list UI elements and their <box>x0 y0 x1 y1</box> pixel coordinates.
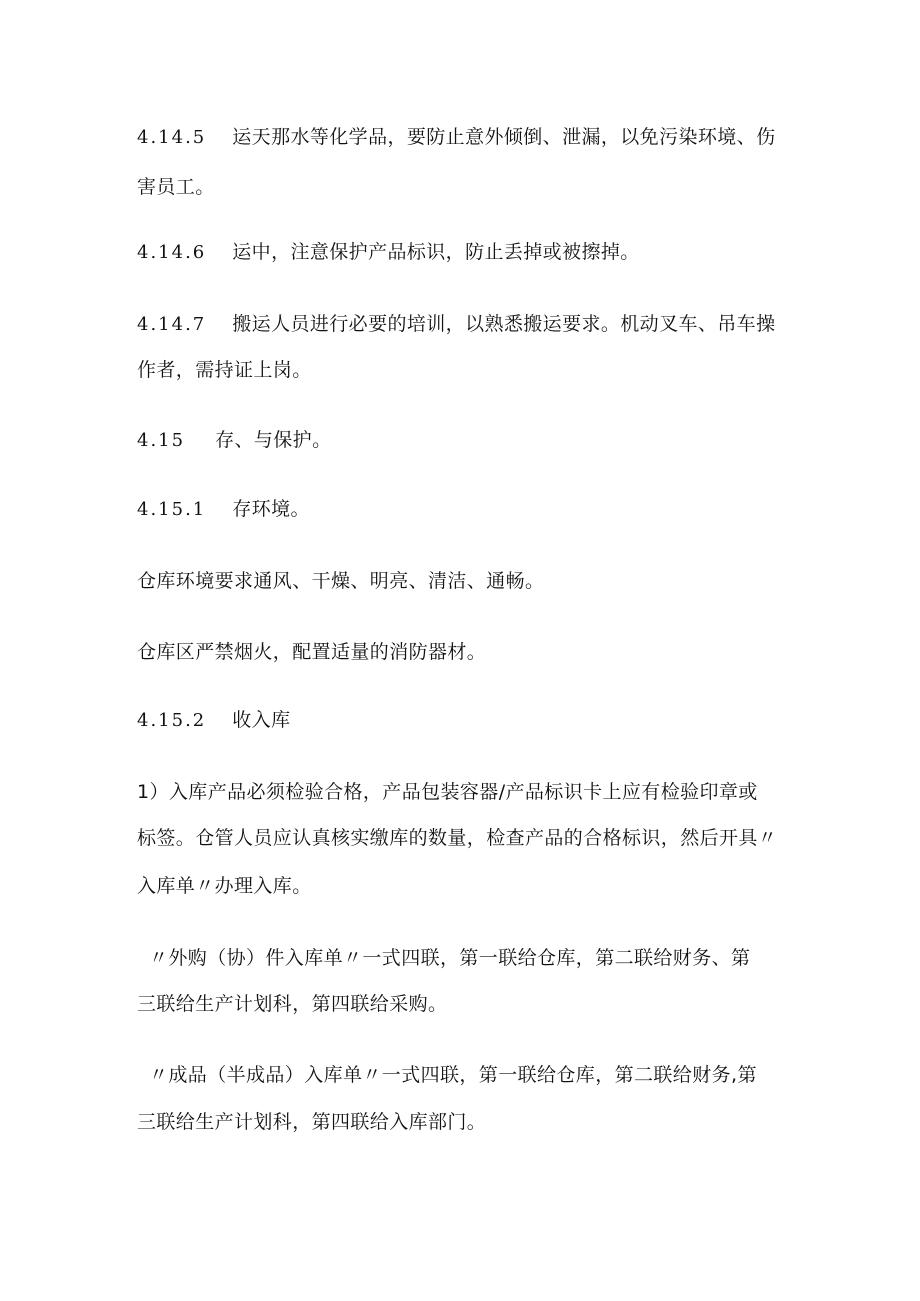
section-4-15-line-1 <box>137 428 331 453</box>
item-1-line-3 <box>137 874 312 898</box>
section-4-14-6-line-1 <box>137 240 640 265</box>
section-4-14-7-line-2 <box>137 358 312 382</box>
section-text: 存、与保护。 <box>215 429 332 451</box>
item-text: 1）入库产品必须检验合格，产品包装容器/产品标识卡上应有检验印章或 <box>137 781 758 803</box>
paragraph-text: 仓库环境要求通风、干燥、明亮、清洁、通畅。 <box>137 570 545 592</box>
section-text: 害员工。 <box>137 176 215 198</box>
paragraph-purchase-line-1 <box>137 946 750 970</box>
section-number: 4.14.5 <box>137 127 207 148</box>
section-number: 4.15.1 <box>137 499 207 520</box>
section-number: 4.14.7 <box>137 314 207 335</box>
item-text: 入库单〃办理入库。 <box>137 875 312 897</box>
paragraph-product-line-2 <box>137 1110 486 1134</box>
section-text: 运中，注意保护产品标识，防止丢掉或被擦掉。 <box>232 241 640 263</box>
section-4-15-1-line-1 <box>137 497 310 522</box>
section-text: 搬运人员进行必要的培训，以熟悉搬运要求。机动叉车、吊车操 <box>232 313 776 335</box>
section-4-14-5-line-1 <box>137 125 775 150</box>
paragraph-text: 三联给生产计划科，第四联给入库部门。 <box>137 1111 487 1133</box>
paragraph-text: 〃外购（协）件入库单〃一式四联，第一联给仓库，第二联给财务、第 <box>149 947 751 969</box>
section-4-14-5-line-2 <box>137 175 215 199</box>
item-1-line-1 <box>137 780 758 804</box>
paragraph-text: 仓库区严禁烟火，配置适量的消防器材。 <box>137 641 487 663</box>
paragraph-environment-2 <box>137 640 486 664</box>
section-text: 运天那水等化学品，要防止意外倾倒、泄漏，以免污染环境、伤 <box>232 126 776 148</box>
paragraph-purchase-line-2 <box>137 992 447 1016</box>
section-number: 4.15.2 <box>137 710 207 731</box>
section-text: 收入库 <box>232 709 291 731</box>
section-text: 作者，需持证上岗。 <box>137 359 312 381</box>
item-text: 标签。仓管人员应认真核实缴库的数量，检查产品的合格标识，然后开具〃 <box>137 827 778 849</box>
paragraph-product-line-1 <box>137 1063 757 1087</box>
section-4-14-7-line-1 <box>137 312 775 337</box>
section-number: 4.14.6 <box>137 242 207 263</box>
section-4-15-2-line-1 <box>137 708 290 733</box>
paragraph-text: 三联给生产计划科，第四联给采购。 <box>137 993 448 1015</box>
paragraph-text: 〃成品（半成品）入库单〃一式四联，第一联给仓库，第二联给财务,第 <box>149 1064 757 1086</box>
section-number: 4.15 <box>137 430 186 451</box>
paragraph-environment-1 <box>137 569 544 593</box>
item-1-line-2 <box>137 826 777 850</box>
section-text: 存环境。 <box>232 498 310 520</box>
